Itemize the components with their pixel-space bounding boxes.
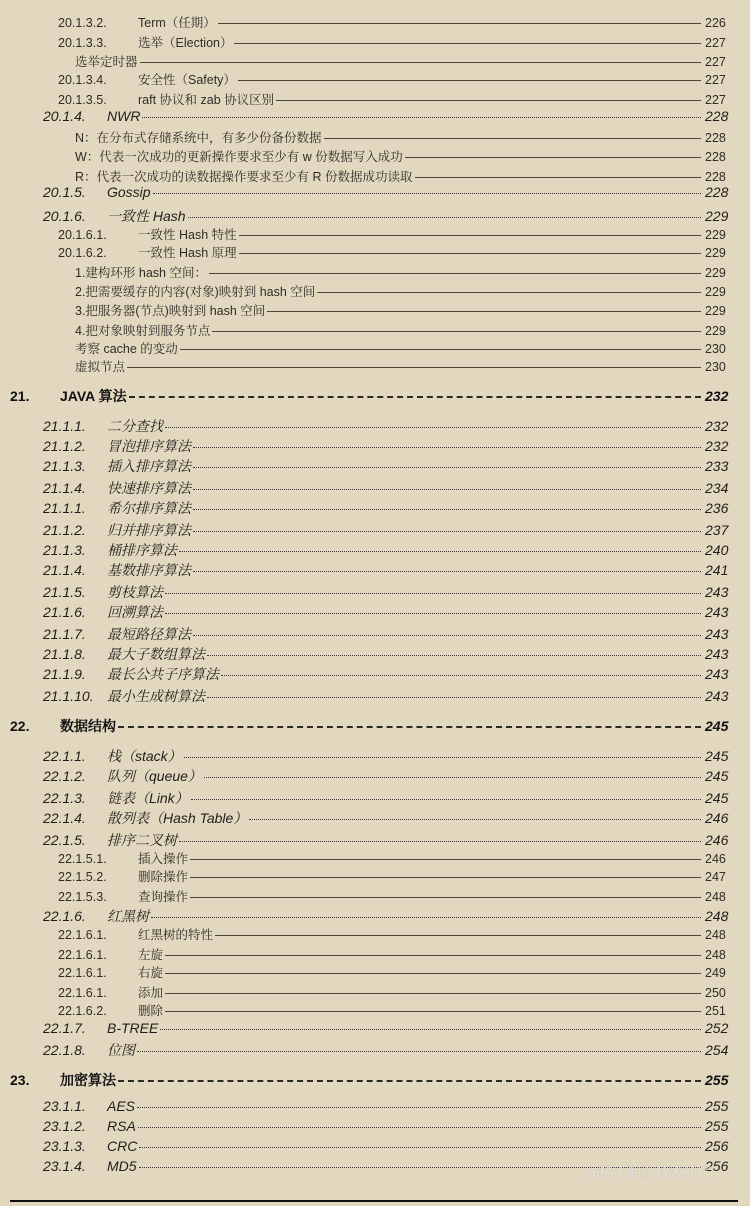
toc-entry[interactable] — [0, 1001, 735, 1019]
toc-entry[interactable] — [0, 339, 735, 357]
toc-entry-title: 虚拟节点 — [75, 360, 126, 374]
toc-entry-page: 246 — [705, 810, 729, 826]
leader-line — [179, 551, 701, 552]
toc-entry-page: 248 — [705, 890, 726, 904]
toc-entry-page: 248 — [705, 948, 726, 962]
toc-entry-number: 22.1.3. — [43, 790, 86, 806]
toc-entry[interactable] — [0, 1138, 735, 1154]
toc-entry-title: 删除 — [138, 1004, 164, 1018]
leader-line — [221, 675, 701, 676]
toc-entry-number: 22.1.6. — [43, 908, 86, 924]
leader-line — [207, 655, 701, 656]
leader-line — [127, 367, 701, 368]
toc-entry-page: 243 — [705, 604, 729, 620]
toc-entry[interactable] — [0, 386, 735, 406]
toc-entry-title: 选举（Election） — [138, 36, 233, 50]
toc-entry-title: 右旋 — [138, 966, 164, 980]
toc-entry-title: N：在分布式存储系统中，有多少份备份数据 — [75, 131, 322, 145]
leader-line — [209, 273, 701, 274]
toc-entry-number: 21.1.10. — [43, 688, 94, 704]
toc-entry-page: 243 — [705, 666, 729, 682]
leader-line — [405, 157, 701, 158]
toc-entry-title: 删除操作 — [138, 870, 189, 884]
toc-entry-title: Term（任期） — [138, 16, 216, 30]
toc-entry-title: AES — [107, 1098, 136, 1114]
leader-line — [142, 117, 701, 118]
toc-entry[interactable] — [0, 436, 735, 456]
toc-entry-number: 21.1.6. — [43, 604, 86, 620]
toc-entry-page: 227 — [705, 93, 726, 107]
toc-entry[interactable] — [0, 925, 735, 943]
leader-line — [193, 447, 701, 448]
toc-entry-number: 22.1.1. — [43, 748, 86, 764]
toc-entry[interactable] — [0, 206, 735, 226]
toc-entry-title: RSA — [107, 1118, 136, 1134]
toc-entry-title: 4.把对象映射到服务节点 — [75, 324, 211, 338]
toc-entry-number: 22.1.5.2. — [58, 870, 107, 884]
toc-entry-number: 22.1.6.1. — [58, 928, 107, 942]
toc-entry[interactable] — [0, 184, 735, 200]
leader-line — [190, 877, 701, 878]
toc-entry-number: 22.1.2. — [43, 768, 86, 784]
toc-entry[interactable] — [0, 766, 735, 786]
toc-entry-number: 21.1.3. — [43, 458, 86, 474]
toc-entry[interactable] — [0, 52, 735, 70]
toc-entry-title: 最大子数组算法 — [107, 646, 205, 662]
leader-line — [118, 726, 701, 728]
toc-entry-number: 23.1.4. — [43, 1158, 86, 1174]
leader-line — [276, 100, 701, 101]
toc-entry-page: 240 — [705, 542, 729, 558]
toc-entry-number: 20.1.6.1. — [58, 228, 107, 242]
toc-entry[interactable] — [0, 808, 735, 828]
leader-line — [190, 897, 701, 898]
toc-entry-page: 227 — [705, 55, 726, 69]
toc-entry[interactable] — [0, 830, 735, 850]
leader-line — [180, 349, 701, 350]
toc-entry[interactable] — [0, 1040, 735, 1060]
toc-entry[interactable] — [0, 70, 735, 88]
toc-entry-number: 23. — [10, 1072, 30, 1088]
toc-entry-title: 插入操作 — [138, 852, 189, 866]
toc-entry-title: W：代表一次成功的更新操作要求至少有 w 份数据写入成功 — [75, 150, 403, 164]
toc-entry[interactable] — [0, 282, 735, 300]
toc-entry-title: 考察 cache 的变动 — [75, 342, 178, 356]
toc-entry-number: 22.1.7. — [43, 1020, 86, 1036]
leader-line — [190, 859, 701, 860]
toc-entry-number: 21. — [10, 388, 30, 404]
toc-entry-page: 248 — [705, 928, 726, 942]
watermark: @稀土掘金技术社区 — [585, 1165, 712, 1181]
leader-line — [140, 62, 701, 63]
toc-entry-number: 22.1.6.1. — [58, 948, 107, 962]
toc-entry[interactable] — [0, 128, 735, 146]
toc-entry-title: 1.建构环形 hash 空间： — [75, 266, 207, 280]
toc-entry-title: 散列表（Hash Table） — [107, 810, 248, 826]
toc-entry-title: B-TREE — [107, 1020, 159, 1036]
toc-entry-page: 229 — [705, 228, 726, 242]
toc-entry[interactable] — [0, 90, 735, 108]
toc-entry-page: 241 — [705, 562, 729, 578]
toc-entry-title: 剪枝算法 — [107, 584, 163, 600]
leader-line — [188, 217, 701, 218]
toc-entry[interactable] — [0, 1098, 735, 1114]
toc-entry-title: 一致性 Hash — [107, 208, 186, 224]
toc-entry-page: 229 — [705, 266, 726, 280]
leader-line — [151, 917, 701, 918]
toc-entry-title: 最小生成树算法 — [107, 688, 205, 704]
leader-line — [129, 396, 701, 398]
toc-entry-number: 22.1.5.3. — [58, 890, 107, 904]
toc-entry[interactable] — [0, 624, 735, 644]
toc-entry-title: 桶排序算法 — [107, 542, 177, 558]
toc-entry-page: 255 — [705, 1098, 729, 1114]
toc-entry-number: 23.1.3. — [43, 1138, 86, 1154]
toc-entry-title: 回溯算法 — [107, 604, 163, 620]
toc-entry-page: 250 — [705, 986, 726, 1000]
toc-entry-page: 252 — [705, 1020, 729, 1036]
toc-entry[interactable] — [0, 746, 735, 766]
toc-entry-page: 232 — [705, 388, 729, 404]
toc-entry-title: 一致性 Hash 特性 — [138, 228, 237, 242]
toc-entry[interactable] — [0, 1118, 735, 1134]
toc-entry-number: 20.1.4. — [43, 108, 86, 124]
toc-entry[interactable] — [0, 225, 735, 243]
toc-entry[interactable] — [0, 887, 735, 905]
toc-entry-title: 红黑树 — [107, 908, 149, 924]
toc-entry[interactable] — [0, 602, 735, 622]
toc-entry-page: 248 — [705, 908, 729, 924]
leader-line — [165, 973, 701, 974]
toc-entry-title: NWR — [107, 108, 141, 124]
toc-entry[interactable] — [0, 147, 735, 165]
leader-line — [249, 819, 701, 820]
toc-entry-number: 20.1.5. — [43, 184, 86, 200]
leader-line — [165, 427, 701, 428]
leader-line — [193, 571, 701, 572]
toc-entry[interactable] — [0, 1020, 735, 1036]
toc-entry-title: 安全性（Safety） — [138, 73, 236, 87]
toc-entry-number: 22.1.4. — [43, 810, 86, 826]
toc-entry-title: 添加 — [138, 986, 164, 1000]
toc-entry-page: 233 — [705, 458, 729, 474]
leader-line — [193, 635, 701, 636]
leader-line — [191, 799, 701, 800]
toc-entry-page: 232 — [705, 438, 729, 454]
leader-line — [160, 1029, 701, 1030]
leader-line — [218, 23, 701, 24]
toc-entry[interactable] — [0, 456, 735, 476]
toc-entry-page: 237 — [705, 522, 729, 538]
toc-entry[interactable] — [0, 644, 735, 664]
toc-entry[interactable] — [0, 301, 735, 319]
toc-entry-number: 21.1.2. — [43, 522, 86, 538]
toc-entry[interactable] — [0, 1070, 735, 1090]
toc-entry[interactable] — [0, 478, 735, 498]
toc-entry[interactable] — [0, 945, 735, 963]
toc-entry-title: 红黑树的特性 — [138, 928, 214, 942]
toc-entry-number: 21.1.4. — [43, 562, 86, 578]
toc-entry[interactable] — [0, 498, 735, 518]
toc-entry-number: 21.1.3. — [43, 542, 86, 558]
leader-line — [153, 193, 701, 194]
toc-entry-number: 22.1.6.1. — [58, 966, 107, 980]
toc-entry[interactable] — [0, 108, 735, 124]
leader-line — [267, 311, 701, 312]
leader-line — [317, 292, 701, 293]
toc-entry[interactable] — [0, 983, 735, 1001]
toc-entry[interactable] — [0, 716, 735, 736]
leader-line — [165, 593, 701, 594]
toc-entry-page: 234 — [705, 480, 729, 496]
leader-line — [238, 80, 701, 81]
toc-entry-page: 246 — [705, 832, 729, 848]
leader-line — [193, 467, 701, 468]
leader-line — [212, 331, 701, 332]
toc-entry[interactable] — [0, 357, 735, 375]
toc-entry-title: 队列（queue） — [107, 768, 202, 784]
toc-entry-page: 230 — [705, 360, 726, 374]
toc-entry[interactable] — [0, 167, 735, 185]
toc-entry[interactable] — [0, 582, 735, 602]
toc-entry-page: 243 — [705, 584, 729, 600]
toc-entry-title: 查询操作 — [138, 890, 189, 904]
leader-line — [239, 235, 701, 236]
leader-line — [324, 138, 701, 139]
leader-line — [239, 253, 701, 254]
bottom-rule — [10, 1200, 738, 1202]
toc-entry-page: 227 — [705, 73, 726, 87]
toc-entry-page: 246 — [705, 852, 726, 866]
toc-entry-title: 选举定时器 — [75, 55, 138, 69]
toc-entry-title: 二分查找 — [107, 418, 163, 434]
toc-entry-number: 20.1.3.5. — [58, 93, 107, 107]
toc-entry-page: 228 — [705, 184, 729, 200]
toc-entry-title: 最短路径算法 — [107, 626, 191, 642]
toc-entry-title: 基数排序算法 — [107, 562, 191, 578]
leader-line — [118, 1080, 701, 1082]
toc-entry-page: 251 — [705, 1004, 726, 1018]
toc-entry-page: 245 — [705, 768, 729, 784]
toc-entry-number: 21.1.1. — [43, 500, 86, 516]
toc-entry-page: 243 — [705, 688, 729, 704]
toc-entry[interactable] — [0, 416, 735, 436]
toc-entry[interactable] — [0, 263, 735, 281]
toc-entry-page: 255 — [705, 1118, 729, 1134]
toc-entry-page: 243 — [705, 646, 729, 662]
toc-entry-number: 22.1.6.1. — [58, 986, 107, 1000]
toc-entry-title: 加密算法 — [60, 1072, 116, 1088]
toc-entry-page: 229 — [705, 304, 726, 318]
toc-entry-number: 20.1.6. — [43, 208, 86, 224]
toc-entry[interactable] — [0, 33, 735, 51]
leader-line — [215, 935, 701, 936]
toc-entry[interactable] — [0, 906, 735, 926]
toc-entry-page: 226 — [705, 16, 726, 30]
toc-entry-number: 20.1.3.4. — [58, 73, 107, 87]
toc-entry-title: 希尔排序算法 — [107, 500, 191, 516]
toc-entry-title: 最长公共子序算法 — [107, 666, 219, 682]
toc-entry-page: 245 — [705, 748, 729, 764]
toc-entry-page: 232 — [705, 418, 729, 434]
toc-entry[interactable] — [0, 849, 735, 867]
toc-entry-number: 21.1.9. — [43, 666, 86, 682]
leader-line — [137, 1107, 701, 1108]
toc-entry-title: 左旋 — [138, 948, 164, 962]
toc-entry-title: 一致性 Hash 原理 — [138, 246, 237, 260]
toc-entry-title: 链表（Link） — [107, 790, 189, 806]
toc-entry-number: 22. — [10, 718, 30, 734]
toc-entry-page: 229 — [705, 246, 726, 260]
leader-line — [165, 955, 701, 956]
leader-line — [165, 613, 701, 614]
toc-entry-page: 247 — [705, 870, 726, 884]
toc-entry-page: 228 — [705, 131, 726, 145]
toc-entry-number: 21.1.1. — [43, 418, 86, 434]
toc-entry-number: 21.1.4. — [43, 480, 86, 496]
toc-entry-title: 位图 — [107, 1042, 135, 1058]
toc-entry-title: CRC — [107, 1138, 138, 1154]
toc-entry-page: 256 — [705, 1158, 729, 1174]
leader-line — [139, 1147, 701, 1148]
toc-entry-title: 插入排序算法 — [107, 458, 191, 474]
toc-entry-page: 228 — [705, 108, 729, 124]
toc-entry[interactable] — [0, 243, 735, 261]
toc-entry-title: JAVA 算法 — [60, 388, 127, 404]
toc-entry-number: 20.1.3.2. — [58, 16, 107, 30]
toc-entry-number: 22.1.5.1. — [58, 852, 107, 866]
toc-entry-page: 229 — [705, 208, 729, 224]
toc-entry-title: MD5 — [107, 1158, 137, 1174]
toc-entry-number: 22.1.8. — [43, 1042, 86, 1058]
leader-line — [193, 489, 701, 490]
toc-entry[interactable] — [0, 867, 735, 885]
toc-entry-title: 排序二叉树 — [107, 832, 177, 848]
leader-line — [207, 697, 701, 698]
toc-entry[interactable] — [0, 686, 735, 706]
toc-entry-title: Gossip — [107, 184, 151, 200]
toc-entry-page: 254 — [705, 1042, 729, 1058]
leader-line — [165, 1011, 701, 1012]
toc-entry-number: 21.1.2. — [43, 438, 86, 454]
toc-entry-title: 3.把服务器(节点)映射到 hash 空间 — [75, 304, 266, 318]
toc-entry-page: 245 — [705, 790, 729, 806]
leader-line — [193, 509, 701, 510]
leader-line — [184, 757, 701, 758]
toc-entry-number: 20.1.3.3. — [58, 36, 107, 50]
leader-line — [137, 1051, 701, 1052]
leader-line — [234, 43, 701, 44]
toc-entry-number: 22.1.5. — [43, 832, 86, 848]
toc-entry-page: 227 — [705, 36, 726, 50]
leader-line — [204, 777, 701, 778]
toc-entry-page: 228 — [705, 170, 726, 184]
toc-entry-title: 栈（stack） — [107, 748, 182, 764]
toc-entry[interactable] — [0, 788, 735, 808]
toc-entry-title: R：代表一次成功的读数据操作要求至少有 R 份数据成功读取 — [75, 170, 413, 184]
toc-entry-page: 229 — [705, 285, 726, 299]
toc-entry[interactable] — [0, 520, 735, 540]
leader-line — [165, 993, 701, 994]
toc-entry-page: 228 — [705, 150, 726, 164]
toc-entry-title: 归并排序算法 — [107, 522, 191, 538]
toc-entry[interactable] — [0, 321, 735, 339]
toc-entry-number: 20.1.6.2. — [58, 246, 107, 260]
toc-entry-title: 数据结构 — [60, 718, 116, 734]
toc-entry-number: 21.1.7. — [43, 626, 86, 642]
toc-entry-page: 245 — [705, 718, 729, 734]
toc-entry[interactable] — [0, 13, 735, 31]
toc-entry-title: 快速排序算法 — [107, 480, 191, 496]
toc-entry-title: 2.把需要缓存的内容(对象)映射到 hash 空间 — [75, 285, 316, 299]
toc-entry-title: 冒泡排序算法 — [107, 438, 191, 454]
toc-entry-number: 23.1.1. — [43, 1098, 86, 1114]
toc-entry-number: 21.1.8. — [43, 646, 86, 662]
toc-entry-page: 243 — [705, 626, 729, 642]
leader-line — [138, 1127, 701, 1128]
toc-entry[interactable] — [0, 963, 735, 981]
toc-entry-page: 255 — [705, 1072, 729, 1088]
toc-entry-page: 229 — [705, 324, 726, 338]
toc-entry-page: 236 — [705, 500, 729, 516]
leader-line — [193, 531, 701, 532]
toc-entry-page: 256 — [705, 1138, 729, 1154]
toc-entry[interactable] — [0, 540, 735, 560]
toc-entry-number: 23.1.2. — [43, 1118, 86, 1134]
leader-line — [179, 841, 701, 842]
toc-entry-page: 249 — [705, 966, 726, 980]
toc-entry-number: 21.1.5. — [43, 584, 86, 600]
toc-entry[interactable] — [0, 664, 735, 684]
toc-entry-page: 230 — [705, 342, 726, 356]
toc-entry[interactable] — [0, 560, 735, 580]
toc-entry-title: raft 协议和 zab 协议区别 — [138, 93, 275, 107]
toc-entry-number: 22.1.6.2. — [58, 1004, 107, 1018]
leader-line — [415, 177, 701, 178]
